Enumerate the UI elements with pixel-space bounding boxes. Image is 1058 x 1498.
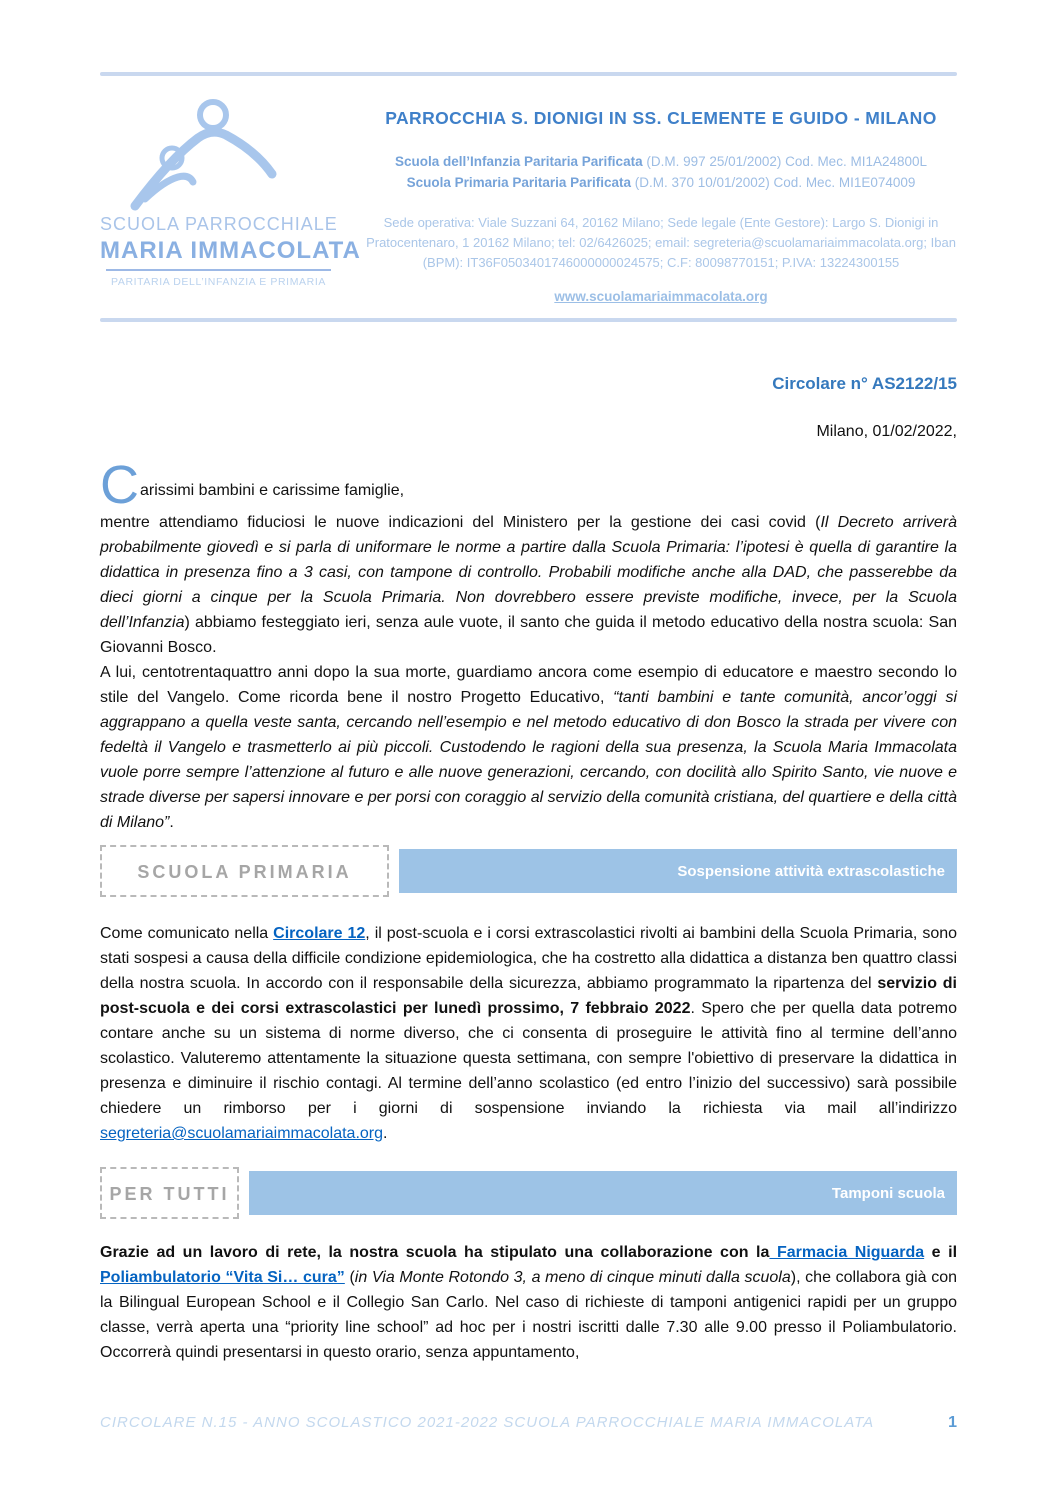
text-span: servizio di post-scuola e dei corsi extrascolastici per lunedì prossimo, 7 febbraio 2022 bbox=[100, 975, 957, 1017]
logo-divider bbox=[106, 269, 331, 271]
section-label-per-tutti: PER TUTTI bbox=[100, 1167, 239, 1219]
school-accreditation-lines bbox=[365, 151, 957, 193]
page-number: 1 bbox=[948, 1414, 957, 1431]
paragraph-don-bosco bbox=[100, 660, 957, 835]
section-header-per-tutti bbox=[100, 1167, 957, 1219]
letterhead-text bbox=[337, 94, 957, 306]
text-span: . bbox=[383, 1125, 388, 1142]
logo-subtitle: PARITARIA DELL’INFANZIA E PRIMARIA bbox=[111, 276, 326, 288]
dateline: Milano, 01/02/2022, bbox=[816, 423, 957, 440]
paragraph-intro bbox=[100, 510, 957, 660]
text-span: Grazie ad un lavoro di rete, la nostra scuola ha stipulato una collaborazione con la bbox=[100, 1244, 770, 1261]
text-link[interactable]: segreteria@scuolamariaimmacolata.org bbox=[100, 1125, 384, 1142]
school-infanzia-line bbox=[365, 151, 957, 172]
header-top-rule bbox=[100, 72, 957, 76]
text-span: A lui, centotrentaquattro anni dopo la sua morte, guardiamo ancora come esempio di educatore e maestro secondo lo stile del Vangelo. Come ricorda bene il nostro Progetto Educativo, bbox=[100, 664, 957, 706]
text-span: . bbox=[169, 814, 174, 831]
text-span: Il Decreto arriverà probabilmente giovedì e si parla di uniformare le norme a partire dalla Scuola Primaria: l’ipotesi è quella di garantire la didattica in presenza fino a 3 casi, con tampone di controllo. Probabili modifiche anche alla DAD, che passerebbe da dieci giorni a cinque per la Scuola Primaria. Non dovrebbero essere previste modifiche, invece, per la Scuola dell’Infanzia bbox=[100, 514, 957, 631]
circular-number: Circolare n° AS2122/15 bbox=[772, 374, 957, 393]
text-span: in Via Monte Rotondo 3, a meno di cinque minuti dalla scuola bbox=[354, 1269, 791, 1286]
school-infanzia-code: (D.M. 997 25/01/2002) Cod. Mec. MI1A24800L bbox=[642, 154, 928, 169]
text-span: e il bbox=[924, 1244, 958, 1261]
text-span: “tanti bambini e tante comunità, ancor’oggi si aggrappano a quella veste santa, cercando nell’esempio e nel metodo educativo di don Bosco la strada per vivere con fedeltà il Vangelo e trasmetterlo ai più piccoli. Custodendo le ragioni della sua presenza, la Scuola Maria Immacolata vuole porre sempre l’attenzione al futuro e alle nuove generazioni, cercando, con docilità allo Spirito Santo, vie nuove e strade diverse per sapersi innovare e per porsi con coraggio al servizio della comunità cristiana, del quartiere e della città di Milano” bbox=[100, 689, 958, 831]
header-bottom-rule bbox=[100, 318, 957, 322]
letterhead bbox=[100, 94, 957, 306]
section-label-scuola-primaria: SCUOLA PRIMARIA bbox=[100, 845, 389, 897]
text-span: Come comunicato nella bbox=[100, 925, 274, 942]
greeting bbox=[100, 455, 957, 515]
page-footer bbox=[100, 1414, 957, 1432]
website-link[interactable]: www.scuolamariaimmacolata.org bbox=[554, 289, 768, 304]
logo-school-name: MARIA IMMACOLATA bbox=[100, 237, 361, 264]
text-span: ) abbiamo festeggiato ieri, senza aule vuote, il santo che guida il metodo educativo della nostra scuola: San Giovanni Bosco. bbox=[100, 614, 957, 656]
text-span: , il post-scuola e i corsi extrascolastici rivolti ai bambini della Scuola Primaria, sono stati sospesi a causa della difficile condizione epidemiologica, che ha costretto alla didattica a distanza ben quattro classi della nostra scuola. In accordo con il responsabile della sicurezza, abbiamo programmato la ripartenza del bbox=[100, 925, 958, 992]
section-banner-sospensione: Sospensione attività extrascolastiche bbox=[399, 849, 957, 893]
logo-school-type: SCUOLA PARROCCHIALE bbox=[100, 214, 338, 234]
text-span: ), che collabora già con la Bilingual European School e il Collegio San Carlo. Nel caso di richieste di tamponi antigenici rapidi per un gruppo classe, verrà aperta una “priority line school” ad hoc per i nostri iscritti dalle 7.30 alle 9.00 presso il Poliambulatorio. Occorrerà quindi presentarsi in questo orario, senza appuntamento, bbox=[100, 1269, 958, 1361]
school-primaria-name: Scuola Primaria Paritaria Parificata bbox=[406, 175, 631, 190]
section-header-scuola-primaria bbox=[100, 845, 957, 897]
text-span: . Spero che per quella data potremo contare anche su un sistema di norme diverso, che ci consenta di proseguire le attività fino al termine dell’anno scolastico. Valuteremo attentamente la situazione questa settimana, con sempre l'obiettivo di preservare la didattica in presenza e diminuire il rischio contagi. Al termine dell’anno scolastico (ed entro l’inizio del successivo) sarà possibile chiedere un rimborso per i giorni di sospensione inviando la richiesta via mail all’indirizzo bbox=[100, 1000, 957, 1117]
greeting-text: arissimi bambini e carissime famiglie, bbox=[140, 482, 405, 499]
school-primaria-code: (D.M. 370 10/01/2002) Cod. Mec. MI1E074009 bbox=[630, 175, 916, 190]
school-primaria-line bbox=[365, 172, 957, 193]
text-span: ( bbox=[344, 1269, 355, 1286]
text-span: mentre attendiamo fiduciosi le nuove indicazioni del Ministero per la gestione dei casi covid ( bbox=[100, 514, 821, 531]
school-logo bbox=[100, 94, 361, 306]
parish-title: PARROCCHIA S. DIONIGI IN SS. CLEMENTE E GUIDO - MILANO bbox=[385, 108, 937, 128]
dropcap-letter: C bbox=[100, 455, 140, 515]
text-link[interactable]: Poliambulatorio “Vita Si… cura” bbox=[100, 1269, 345, 1286]
school-address: Sede operativa: Viale Suzzani 64, 20162 Milano; Sede legale (Ente Gestore): Largo S. Dionigi in Pratocentenaro, 1 20162 Milano; tel: 02/6426025; email: segreteria@scuolamariaimmacolata.org; Iban (BPM): IT36F0503401746000000024575; C.F: 80098770151; P.IVA: 13224300155 bbox=[366, 215, 956, 270]
text-link[interactable]: Farmacia Niguarda bbox=[769, 1244, 925, 1261]
logo-figures-icon bbox=[100, 94, 337, 212]
paragraph-tamponi bbox=[100, 1240, 957, 1365]
paragraph-sospensione bbox=[100, 921, 957, 1146]
footer-text: CIRCOLARE N.15 - ANNO SCOLASTICO 2021-2022 SCUOLA PARROCCHIALE MARIA IMMACOLATA bbox=[100, 1414, 875, 1431]
text-link[interactable]: Circolare 12 bbox=[273, 925, 366, 942]
section-banner-tamponi: Tamponi scuola bbox=[249, 1171, 957, 1215]
school-infanzia-name: Scuola dell’Infanzia Paritaria Parificata bbox=[394, 154, 643, 169]
